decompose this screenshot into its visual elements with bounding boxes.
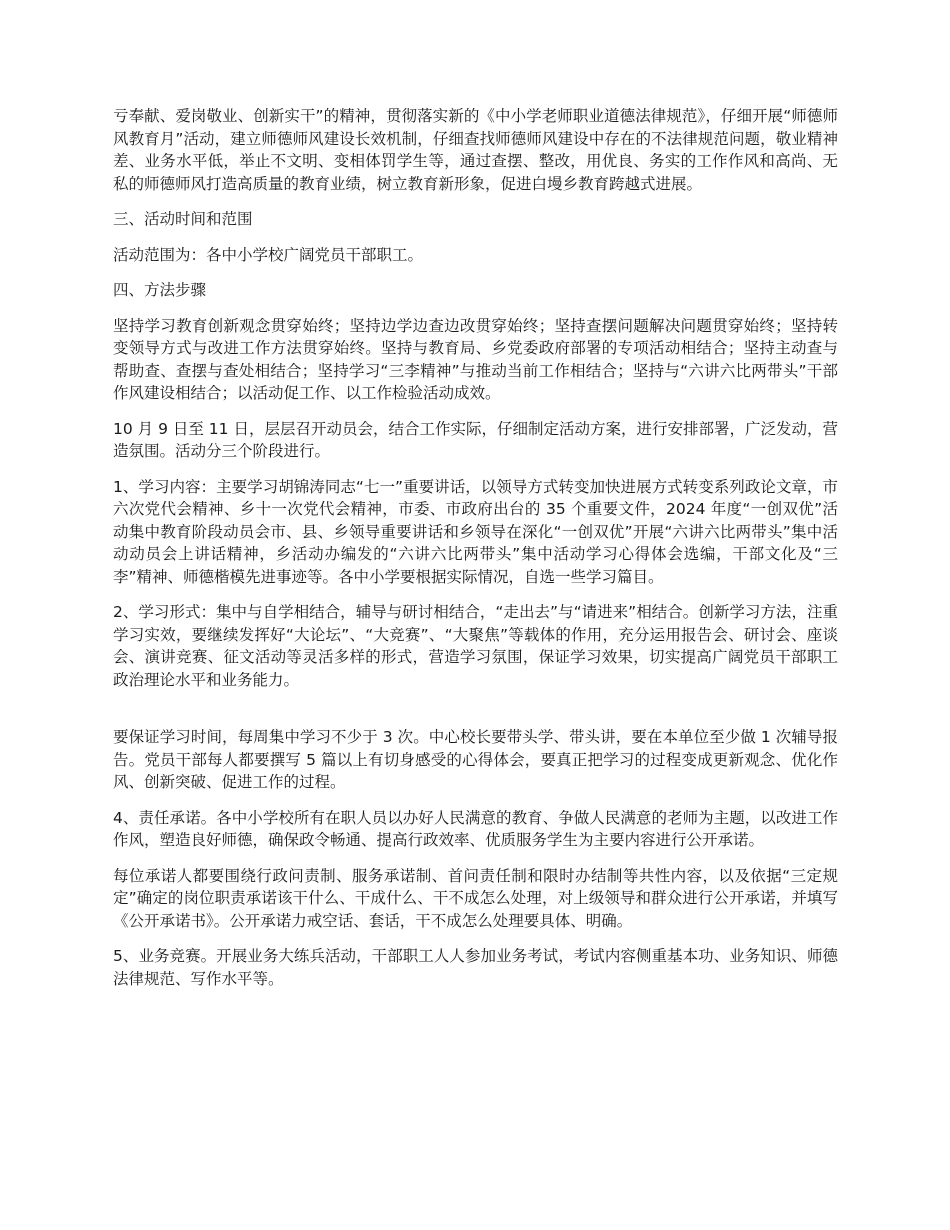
paragraph-responsibility-pledge: 4、责任承诺。各中小学校所有在职人员以办好人民满意的教育、争做人民满意的老师为主题，以改进工作作风，塑造良好师德，确保政令畅通、提高行政效率、优质服务学生为主要内容进行公开承诺。 xyxy=(113,808,838,849)
page-gap xyxy=(113,704,838,726)
section-heading-time-scope: 三、活动时间和范围 xyxy=(113,210,253,228)
paragraph-intro: 亏奉献、爱岗敬业、创新实干”的精神，贯彻落实新的《中小学老师职业道德法律规范》，仔细开展“师德师风教育月”活动，建立师德师风建设长效机制，仔细查找师德师风建设中存在的不法律规范问题，敬业精神差、业务水平低，举止不文明、变相体罚学生等，通过查摆、整改，用优良、务实的工作作风和高尚、无私的师德师风打造高质量的教育业绩，树立教育新形象，促进白墁乡教育跨越式进展。 xyxy=(113,107,838,193)
section-heading-method-steps: 四、方法步骤 xyxy=(113,281,207,299)
paragraph-study-time: 要保证学习时间，每周集中学习不少于 3 次。中心校长要带头学、带头讲，要在本单位至少做 1 次辅导报告。党员干部每人都要撰写 5 篇以上有切身感受的心得体会，要真正把学习的过程变成更新观念、优化作风、创新突破、促进工作的过程。 xyxy=(113,728,838,791)
paragraph-study-form: 2、学习形式：集中与自学相结合，辅导与研讨相结合，“走出去”与“请进来”相结合。创新学习方法，注重学习实效，要继续发挥好“大论坛”、“大竞赛”、“大聚焦”等载体的作用，充分运用报告会、研讨会、座谈会、演讲竞赛、征文活动等灵活多样的形式，营造学习氛围，保证学习效果，切实提高广阔党员干部职工政治理论水平和业务能力。 xyxy=(113,603,838,689)
paragraph-study-content: 1、学习内容：主要学习胡锦涛同志“七一”重要讲话，以领导方式转变加快进展方式转变系列政论文章，市六次党代会精神、乡十一次党代会精神，市委、市政府出台的 35 个重要文件，2024 年度“一创双优”活动集中教育阶段动员会市、县、乡领导重要讲话和乡领导在深化“一创双优”开展“六讲六比两带头”集中活动动员会上讲话精神，乡活动办编发的“六讲六比两带头”集中活动学习心得体会选编，干部文化及“三李”精神、师德楷模先进事迹等。各中小学要根据实际情况，自选一些学习篇目。 xyxy=(113,477,838,586)
paragraph-mobilization: 10 月 9 日至 11 日，层层召开动员会，结合工作实际，仔细制定活动方案，进行安排部署，广泛发动，营造氛围。活动分三个阶段进行。 xyxy=(113,419,838,460)
paragraph-business-competition: 5、业务竞赛。开展业务大练兵活动，干部职工人人参加业务考试，考试内容侧重基本功、业务知识、师德法律规范、写作水平等。 xyxy=(113,947,838,988)
paragraph-principles: 坚持学习教育创新观念贯穿始终；坚持边学边查边改贯穿始终；坚持查摆问题解决问题贯穿始终；坚持转变领导方式与改进工作方法贯穿始终。坚持与教育局、乡党委政府部署的专项活动相结合；坚持主动查与帮助查、查摆与查处相结合；坚持学习“三李精神”与推动当前工作相结合；坚持与“六讲六比两带头”干部作风建设相结合；以活动促工作、以工作检验活动成效。 xyxy=(113,316,838,402)
paragraph-scope: 活动范围为：各中小学校广阔党员干部职工。 xyxy=(113,245,424,264)
document-page xyxy=(113,105,838,1003)
paragraph-pledge-details: 每位承诺人都要围绕行政问责制、服务承诺制、首问责任制和限时办结制等共性内容，以及依据“三定规定”确定的岗位职责承诺该干什么、干成什么、干不成怎么处理，对上级领导和群众进行公开承诺，并填写《公开承诺书》。公开承诺力戒空话、套话，干不成怎么处理要具体、明确。 xyxy=(113,866,838,930)
